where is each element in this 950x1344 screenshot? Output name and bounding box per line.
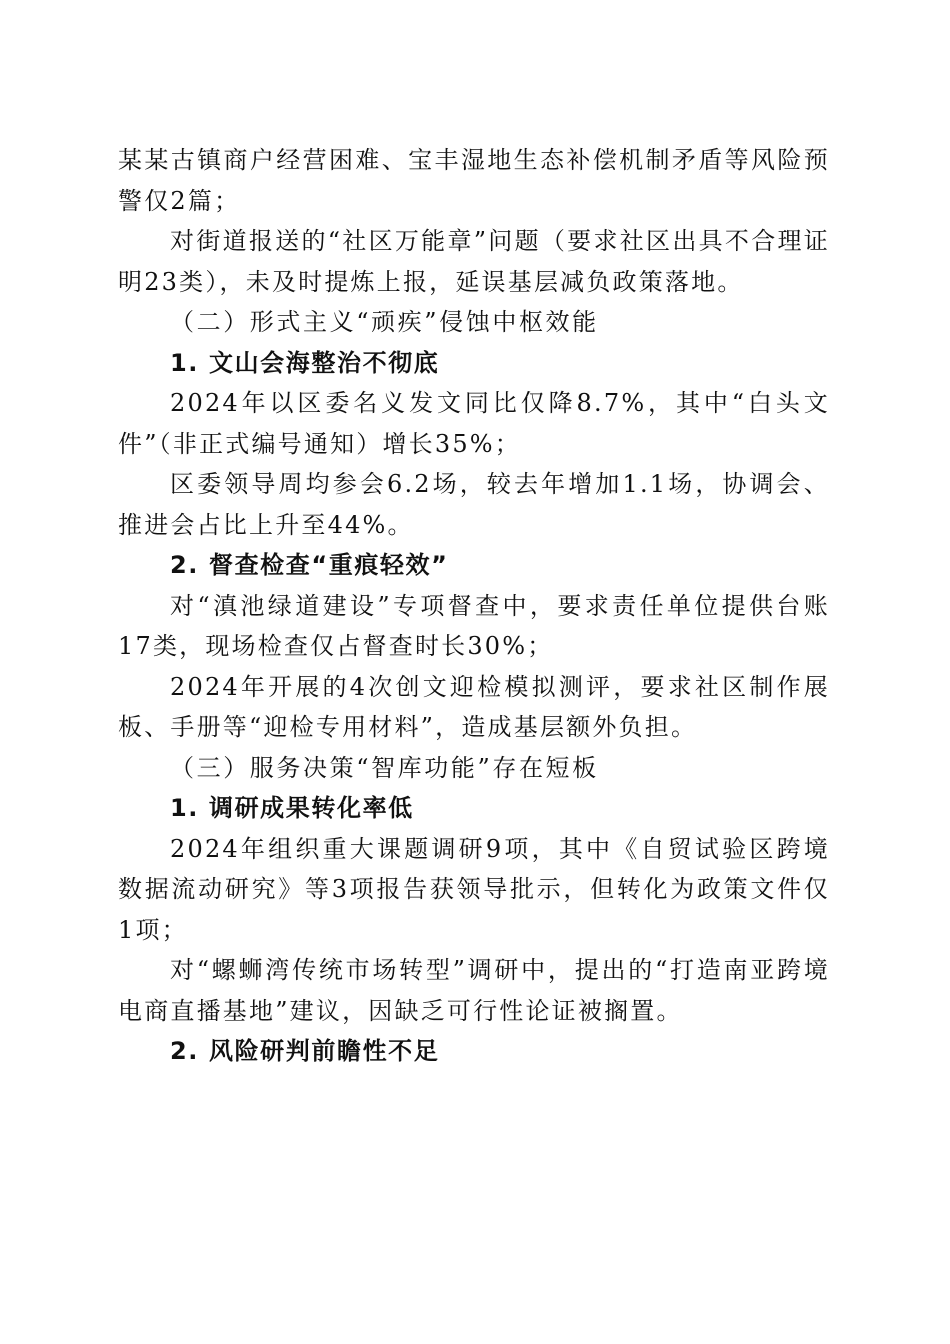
paragraph-body: 2024年开展的4次创文迎检模拟测评，要求社区制作展板、手册等“迎检专用材料”，造成基层额外负担。 — [118, 672, 830, 741]
paragraph-body: 对街道报送的“社区万能章”问题（要求社区出具不合理证明23类），未及时提炼上报，延误基层减负政策落地。 — [118, 227, 830, 296]
paragraph-body: 2024年组织重大课题调研9项，其中《自贸试验区跨境数据流动研究》等3项报告获领导批示，但转化为政策文件仅1项； — [118, 834, 830, 944]
subsection-heading: 2. 督查检查“重痕轻效” — [170, 551, 449, 579]
subsection-heading: 1. 调研成果转化率低 — [170, 794, 414, 822]
section-heading: （三）服务决策“智库功能”存在短板 — [170, 753, 599, 782]
subsection-heading: 1. 文山会海整治不彻底 — [170, 348, 440, 377]
paragraph-body: 对“滇池绿道建设”专项督查中，要求责任单位提供台账17类，现场检查仅占督查时长30%； — [118, 591, 830, 660]
paragraph-body: 区委领导周均参会6.2场，较去年增加1.1场，协调会、推进会占比上升至44%。 — [118, 470, 830, 539]
subsection-heading: 2. 风险研判前瞻性不足 — [170, 1037, 440, 1065]
section-heading: （二）形式主义“顽疾”侵蚀中枢效能 — [170, 308, 599, 336]
paragraph-continuation: 某某古镇商户经营困难、宝丰湿地生态补偿机制矛盾等风险预警仅2篇； — [118, 146, 830, 215]
paragraph-body: 对“螺蛳湾传统市场转型”调研中，提出的“打造南亚跨境电商直播基地”建议，因缺乏可行性论证被搁置。 — [118, 956, 830, 1025]
paragraph-body: 2024年以区委名义发文同比仅降8.7%，其中“白头文件”（非正式编号通知）增长35%； — [118, 389, 830, 458]
document-body — [118, 140, 830, 1072]
